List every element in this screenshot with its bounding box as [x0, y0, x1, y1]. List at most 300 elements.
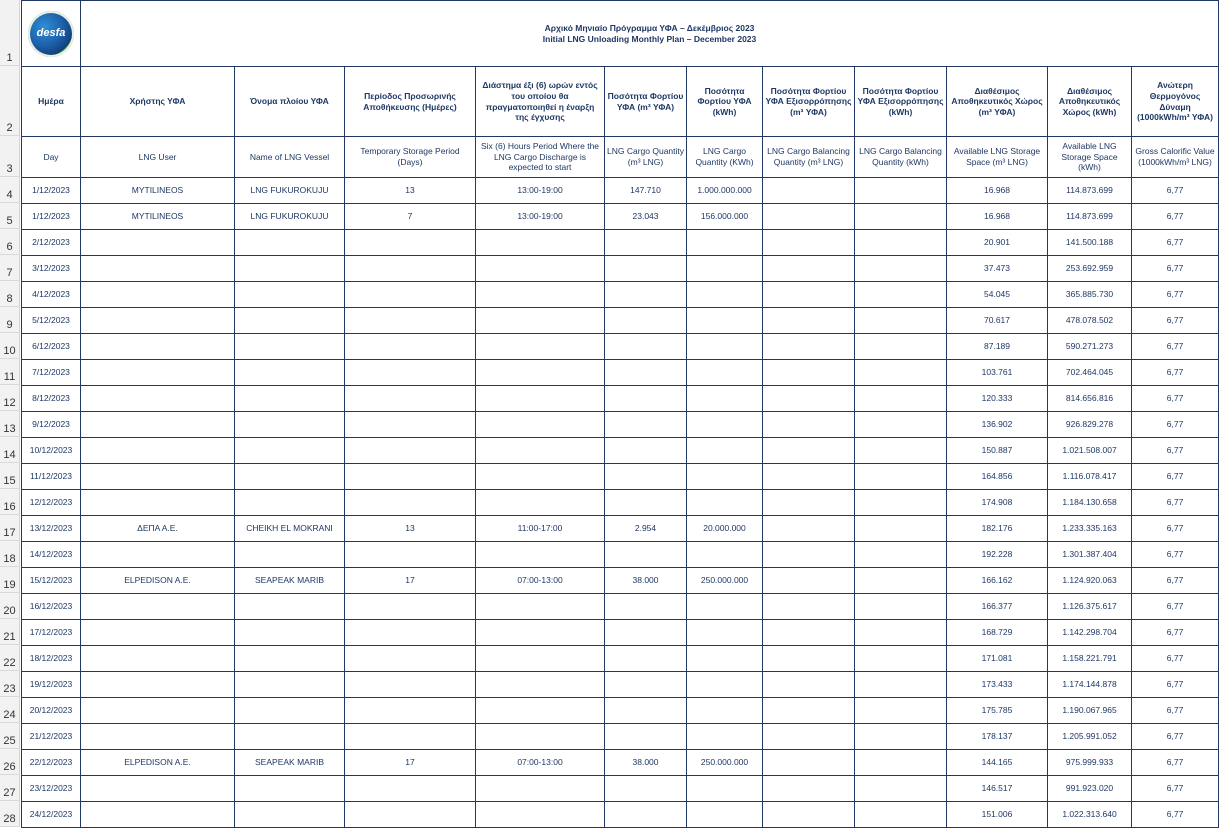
table-cell[interactable]	[763, 360, 855, 386]
row-number[interactable]: 6	[0, 229, 19, 255]
table-cell[interactable]	[855, 516, 947, 542]
table-cell[interactable]	[81, 542, 235, 568]
table-cell[interactable]	[81, 412, 235, 438]
table-cell[interactable]	[476, 230, 605, 256]
table-cell[interactable]: 151.006	[947, 802, 1048, 828]
table-cell[interactable]	[763, 490, 855, 516]
table-cell[interactable]	[855, 256, 947, 282]
table-cell[interactable]	[81, 594, 235, 620]
table-cell[interactable]: SEAPEAK MARIB	[235, 568, 345, 594]
table-cell[interactable]	[81, 230, 235, 256]
table-cell[interactable]	[687, 646, 763, 672]
table-cell[interactable]	[476, 698, 605, 724]
table-cell[interactable]: 168.729	[947, 620, 1048, 646]
table-cell[interactable]: 103.761	[947, 360, 1048, 386]
table-cell[interactable]	[763, 230, 855, 256]
table-cell[interactable]	[855, 672, 947, 698]
table-cell[interactable]	[855, 750, 947, 776]
table-cell[interactable]	[235, 464, 345, 490]
table-cell[interactable]	[855, 178, 947, 204]
table-cell[interactable]: 13	[345, 178, 476, 204]
table-cell[interactable]: 6,77	[1132, 542, 1219, 568]
table-cell[interactable]	[763, 776, 855, 802]
table-cell[interactable]	[81, 360, 235, 386]
table-cell[interactable]	[235, 776, 345, 802]
table-cell[interactable]	[763, 542, 855, 568]
table-cell[interactable]	[763, 516, 855, 542]
row-number[interactable]: 3	[0, 136, 19, 177]
table-cell[interactable]	[345, 282, 476, 308]
table-cell[interactable]	[855, 282, 947, 308]
table-cell[interactable]	[476, 334, 605, 360]
table-cell[interactable]	[855, 438, 947, 464]
table-cell[interactable]: 13:00-19:00	[476, 204, 605, 230]
row-number[interactable]: 21	[0, 619, 19, 645]
table-cell[interactable]: 13	[345, 516, 476, 542]
table-cell[interactable]	[476, 386, 605, 412]
table-cell[interactable]	[763, 464, 855, 490]
table-cell[interactable]	[855, 386, 947, 412]
table-cell[interactable]: 1.158.221.791	[1048, 646, 1132, 672]
table-cell[interactable]: 141.500.188	[1048, 230, 1132, 256]
table-cell[interactable]	[476, 776, 605, 802]
table-cell[interactable]	[476, 542, 605, 568]
table-cell[interactable]	[81, 646, 235, 672]
table-cell[interactable]: 136.902	[947, 412, 1048, 438]
table-cell[interactable]: 6,77	[1132, 724, 1219, 750]
table-cell[interactable]	[687, 334, 763, 360]
table-cell[interactable]	[235, 308, 345, 334]
table-cell[interactable]	[687, 698, 763, 724]
row-number[interactable]: 10	[0, 333, 19, 359]
table-cell[interactable]: 174.908	[947, 490, 1048, 516]
table-cell[interactable]	[345, 620, 476, 646]
table-cell[interactable]: 17/12/2023	[22, 620, 81, 646]
table-cell[interactable]	[855, 412, 947, 438]
table-cell[interactable]: 1.142.298.704	[1048, 620, 1132, 646]
table-cell[interactable]	[235, 724, 345, 750]
table-cell[interactable]: 6,77	[1132, 776, 1219, 802]
table-cell[interactable]	[605, 542, 687, 568]
table-cell[interactable]	[345, 698, 476, 724]
table-cell[interactable]	[235, 230, 345, 256]
table-cell[interactable]	[235, 438, 345, 464]
table-cell[interactable]: 365.885.730	[1048, 282, 1132, 308]
row-number[interactable]: 16	[0, 489, 19, 515]
table-cell[interactable]	[687, 308, 763, 334]
table-cell[interactable]: 6,77	[1132, 698, 1219, 724]
table-cell[interactable]	[235, 542, 345, 568]
table-cell[interactable]: 16/12/2023	[22, 594, 81, 620]
table-cell[interactable]: 17	[345, 568, 476, 594]
table-cell[interactable]	[81, 724, 235, 750]
table-cell[interactable]: 4/12/2023	[22, 282, 81, 308]
table-cell[interactable]	[345, 464, 476, 490]
table-cell[interactable]: 70.617	[947, 308, 1048, 334]
table-cell[interactable]: 1.000.000.000	[687, 178, 763, 204]
table-cell[interactable]: 166.377	[947, 594, 1048, 620]
table-cell[interactable]: 19/12/2023	[22, 672, 81, 698]
table-cell[interactable]	[855, 620, 947, 646]
table-cell[interactable]: SEAPEAK MARIB	[235, 750, 345, 776]
table-cell[interactable]: 23.043	[605, 204, 687, 230]
table-cell[interactable]	[763, 698, 855, 724]
table-cell[interactable]: ELPEDISON A.E.	[81, 750, 235, 776]
table-cell[interactable]: 6,77	[1132, 204, 1219, 230]
table-cell[interactable]: 1.301.387.404	[1048, 542, 1132, 568]
row-number[interactable]: 13	[0, 411, 19, 437]
table-cell[interactable]	[476, 672, 605, 698]
row-number[interactable]: 18	[0, 541, 19, 567]
table-cell[interactable]	[235, 698, 345, 724]
table-cell[interactable]: 6,77	[1132, 620, 1219, 646]
table-cell[interactable]	[605, 724, 687, 750]
table-cell[interactable]: 1/12/2023	[22, 204, 81, 230]
table-cell[interactable]	[345, 360, 476, 386]
table-cell[interactable]: 171.081	[947, 646, 1048, 672]
row-number[interactable]: 20	[0, 593, 19, 619]
table-cell[interactable]	[605, 802, 687, 828]
table-cell[interactable]: 6,77	[1132, 672, 1219, 698]
table-cell[interactable]: 6,77	[1132, 568, 1219, 594]
table-cell[interactable]: 250.000.000	[687, 568, 763, 594]
table-cell[interactable]: 6,77	[1132, 230, 1219, 256]
table-cell[interactable]: 16.968	[947, 204, 1048, 230]
table-cell[interactable]: 702.464.045	[1048, 360, 1132, 386]
table-cell[interactable]	[763, 438, 855, 464]
table-cell[interactable]: 20.901	[947, 230, 1048, 256]
row-number[interactable]: 7	[0, 255, 19, 281]
table-cell[interactable]: 156.000.000	[687, 204, 763, 230]
table-cell[interactable]: 147.710	[605, 178, 687, 204]
table-cell[interactable]	[476, 282, 605, 308]
table-cell[interactable]	[345, 802, 476, 828]
table-cell[interactable]: 182.176	[947, 516, 1048, 542]
table-cell[interactable]: 8/12/2023	[22, 386, 81, 412]
table-cell[interactable]: 6,77	[1132, 386, 1219, 412]
table-cell[interactable]: ΔΕΠΑ Α.Ε.	[81, 516, 235, 542]
table-cell[interactable]	[687, 490, 763, 516]
table-cell[interactable]	[687, 230, 763, 256]
table-cell[interactable]	[687, 724, 763, 750]
table-cell[interactable]: 11:00-17:00	[476, 516, 605, 542]
table-cell[interactable]: 11/12/2023	[22, 464, 81, 490]
table-cell[interactable]	[345, 386, 476, 412]
table-cell[interactable]: 146.517	[947, 776, 1048, 802]
table-cell[interactable]: 38.000	[605, 568, 687, 594]
table-cell[interactable]	[235, 334, 345, 360]
row-number[interactable]: 24	[0, 697, 19, 723]
table-cell[interactable]	[605, 776, 687, 802]
table-cell[interactable]	[687, 594, 763, 620]
table-cell[interactable]: 6,77	[1132, 646, 1219, 672]
table-cell[interactable]	[81, 282, 235, 308]
table-cell[interactable]: 23/12/2023	[22, 776, 81, 802]
table-cell[interactable]: 144.165	[947, 750, 1048, 776]
table-cell[interactable]	[235, 412, 345, 438]
table-cell[interactable]	[855, 698, 947, 724]
table-cell[interactable]: 6,77	[1132, 256, 1219, 282]
table-cell[interactable]: 24/12/2023	[22, 802, 81, 828]
table-cell[interactable]	[763, 256, 855, 282]
table-cell[interactable]	[855, 490, 947, 516]
table-cell[interactable]	[763, 412, 855, 438]
table-cell[interactable]: 1.174.144.878	[1048, 672, 1132, 698]
table-cell[interactable]	[605, 490, 687, 516]
table-cell[interactable]: 16.968	[947, 178, 1048, 204]
table-cell[interactable]	[476, 490, 605, 516]
table-cell[interactable]	[81, 776, 235, 802]
table-cell[interactable]: 926.829.278	[1048, 412, 1132, 438]
table-cell[interactable]	[763, 672, 855, 698]
table-cell[interactable]: 13/12/2023	[22, 516, 81, 542]
row-number[interactable]: 17	[0, 515, 19, 541]
table-cell[interactable]: 590.271.273	[1048, 334, 1132, 360]
row-number[interactable]: 27	[0, 775, 19, 801]
table-cell[interactable]	[605, 256, 687, 282]
table-cell[interactable]	[763, 568, 855, 594]
table-cell[interactable]	[763, 724, 855, 750]
table-cell[interactable]: 87.189	[947, 334, 1048, 360]
table-cell[interactable]	[763, 802, 855, 828]
table-cell[interactable]: 21/12/2023	[22, 724, 81, 750]
table-cell[interactable]	[605, 282, 687, 308]
table-cell[interactable]	[345, 724, 476, 750]
table-cell[interactable]: 6,77	[1132, 516, 1219, 542]
row-number[interactable]: 1	[0, 0, 19, 66]
table-cell[interactable]: 07:00-13:00	[476, 750, 605, 776]
table-cell[interactable]: 1.190.067.965	[1048, 698, 1132, 724]
table-cell[interactable]: 164.856	[947, 464, 1048, 490]
table-cell[interactable]	[345, 646, 476, 672]
table-cell[interactable]	[855, 360, 947, 386]
table-cell[interactable]: LNG FUKUROKUJU	[235, 204, 345, 230]
table-cell[interactable]: 3/12/2023	[22, 256, 81, 282]
table-cell[interactable]	[605, 646, 687, 672]
table-cell[interactable]	[687, 256, 763, 282]
table-cell[interactable]	[763, 386, 855, 412]
table-cell[interactable]: CHEIKH EL MOKRANI	[235, 516, 345, 542]
table-cell[interactable]	[81, 620, 235, 646]
table-cell[interactable]	[763, 646, 855, 672]
table-cell[interactable]: MYTILINEOS	[81, 178, 235, 204]
table-cell[interactable]: 814.656.816	[1048, 386, 1132, 412]
table-cell[interactable]: 5/12/2023	[22, 308, 81, 334]
table-cell[interactable]	[81, 802, 235, 828]
table-cell[interactable]: MYTILINEOS	[81, 204, 235, 230]
table-cell[interactable]: 37.473	[947, 256, 1048, 282]
table-cell[interactable]: 1.233.335.163	[1048, 516, 1132, 542]
table-cell[interactable]: 10/12/2023	[22, 438, 81, 464]
table-cell[interactable]: 7/12/2023	[22, 360, 81, 386]
table-cell[interactable]	[476, 438, 605, 464]
table-cell[interactable]: 250.000.000	[687, 750, 763, 776]
table-cell[interactable]	[235, 360, 345, 386]
row-number[interactable]: 14	[0, 437, 19, 463]
table-cell[interactable]	[855, 334, 947, 360]
table-cell[interactable]	[81, 438, 235, 464]
table-cell[interactable]: 1.126.375.617	[1048, 594, 1132, 620]
table-cell[interactable]: 1.205.991.052	[1048, 724, 1132, 750]
table-cell[interactable]: 12/12/2023	[22, 490, 81, 516]
table-cell[interactable]	[476, 802, 605, 828]
table-cell[interactable]: 114.873.699	[1048, 178, 1132, 204]
table-cell[interactable]	[687, 282, 763, 308]
table-cell[interactable]: 1/12/2023	[22, 178, 81, 204]
table-cell[interactable]	[855, 542, 947, 568]
table-cell[interactable]: 54.045	[947, 282, 1048, 308]
table-cell[interactable]: 6,77	[1132, 178, 1219, 204]
table-cell[interactable]: 38.000	[605, 750, 687, 776]
table-cell[interactable]	[476, 594, 605, 620]
table-cell[interactable]: 192.228	[947, 542, 1048, 568]
table-cell[interactable]: 18/12/2023	[22, 646, 81, 672]
table-cell[interactable]	[345, 412, 476, 438]
table-cell[interactable]	[81, 256, 235, 282]
table-cell[interactable]: 173.433	[947, 672, 1048, 698]
table-cell[interactable]: 6,77	[1132, 750, 1219, 776]
table-cell[interactable]: 7	[345, 204, 476, 230]
row-number[interactable]: 25	[0, 723, 19, 749]
table-cell[interactable]: 1.022.313.640	[1048, 802, 1132, 828]
table-cell[interactable]: 178.137	[947, 724, 1048, 750]
table-cell[interactable]: 120.333	[947, 386, 1048, 412]
table-cell[interactable]: 6,77	[1132, 282, 1219, 308]
table-cell[interactable]	[605, 334, 687, 360]
table-cell[interactable]	[605, 594, 687, 620]
table-cell[interactable]	[235, 490, 345, 516]
table-cell[interactable]	[763, 178, 855, 204]
table-cell[interactable]	[235, 646, 345, 672]
row-number[interactable]: 4	[0, 177, 19, 203]
table-cell[interactable]	[605, 308, 687, 334]
table-cell[interactable]	[605, 620, 687, 646]
table-cell[interactable]	[81, 490, 235, 516]
table-cell[interactable]	[687, 776, 763, 802]
table-cell[interactable]: 13:00-19:00	[476, 178, 605, 204]
table-cell[interactable]	[763, 308, 855, 334]
table-cell[interactable]	[476, 620, 605, 646]
table-cell[interactable]: 9/12/2023	[22, 412, 81, 438]
table-cell[interactable]	[605, 438, 687, 464]
table-cell[interactable]: 1.116.078.417	[1048, 464, 1132, 490]
table-cell[interactable]	[235, 802, 345, 828]
table-cell[interactable]: 14/12/2023	[22, 542, 81, 568]
table-cell[interactable]: 6,77	[1132, 412, 1219, 438]
table-cell[interactable]: 22/12/2023	[22, 750, 81, 776]
table-cell[interactable]	[687, 620, 763, 646]
table-cell[interactable]	[345, 672, 476, 698]
table-cell[interactable]	[345, 308, 476, 334]
table-cell[interactable]	[235, 594, 345, 620]
table-cell[interactable]: 6,77	[1132, 490, 1219, 516]
table-cell[interactable]	[476, 724, 605, 750]
table-cell[interactable]	[855, 204, 947, 230]
table-cell[interactable]	[855, 230, 947, 256]
table-cell[interactable]	[476, 256, 605, 282]
table-cell[interactable]: 17	[345, 750, 476, 776]
table-cell[interactable]	[476, 646, 605, 672]
table-cell[interactable]	[81, 308, 235, 334]
table-cell[interactable]	[81, 672, 235, 698]
table-cell[interactable]: 6,77	[1132, 308, 1219, 334]
table-cell[interactable]: 478.078.502	[1048, 308, 1132, 334]
table-cell[interactable]	[763, 594, 855, 620]
table-cell[interactable]	[605, 386, 687, 412]
table-cell[interactable]: 1.184.130.658	[1048, 490, 1132, 516]
table-cell[interactable]	[476, 360, 605, 386]
row-number[interactable]: 26	[0, 749, 19, 775]
table-cell[interactable]	[687, 464, 763, 490]
table-cell[interactable]	[687, 802, 763, 828]
table-cell[interactable]	[855, 776, 947, 802]
table-cell[interactable]	[605, 360, 687, 386]
table-cell[interactable]	[235, 672, 345, 698]
table-cell[interactable]	[687, 672, 763, 698]
table-cell[interactable]: 15/12/2023	[22, 568, 81, 594]
table-cell[interactable]: 6,77	[1132, 594, 1219, 620]
table-cell[interactable]	[476, 412, 605, 438]
table-cell[interactable]	[763, 204, 855, 230]
row-number[interactable]: 12	[0, 385, 19, 411]
table-cell[interactable]: 6,77	[1132, 334, 1219, 360]
table-cell[interactable]: LNG FUKUROKUJU	[235, 178, 345, 204]
table-cell[interactable]	[605, 698, 687, 724]
table-cell[interactable]: 175.785	[947, 698, 1048, 724]
table-cell[interactable]	[763, 282, 855, 308]
row-number[interactable]: 5	[0, 203, 19, 229]
table-cell[interactable]: ELPEDISON A.E.	[81, 568, 235, 594]
row-number[interactable]: 11	[0, 359, 19, 385]
table-cell[interactable]	[605, 412, 687, 438]
row-number[interactable]: 19	[0, 567, 19, 593]
table-cell[interactable]: 150.887	[947, 438, 1048, 464]
table-cell[interactable]	[605, 230, 687, 256]
table-cell[interactable]: 1.124.920.063	[1048, 568, 1132, 594]
table-cell[interactable]	[687, 360, 763, 386]
table-cell[interactable]: 6,77	[1132, 360, 1219, 386]
row-number[interactable]: 8	[0, 281, 19, 307]
table-cell[interactable]	[687, 438, 763, 464]
table-cell[interactable]	[763, 620, 855, 646]
table-cell[interactable]	[763, 334, 855, 360]
table-cell[interactable]: 991.923.020	[1048, 776, 1132, 802]
table-cell[interactable]	[687, 386, 763, 412]
table-cell[interactable]	[855, 802, 947, 828]
table-cell[interactable]: 6,77	[1132, 802, 1219, 828]
table-cell[interactable]: 114.873.699	[1048, 204, 1132, 230]
table-cell[interactable]	[345, 490, 476, 516]
table-cell[interactable]	[855, 594, 947, 620]
table-cell[interactable]	[855, 464, 947, 490]
table-cell[interactable]	[855, 646, 947, 672]
row-number[interactable]: 2	[0, 66, 19, 136]
row-number[interactable]: 9	[0, 307, 19, 333]
table-cell[interactable]	[81, 464, 235, 490]
table-cell[interactable]	[81, 698, 235, 724]
table-cell[interactable]: 6,77	[1132, 464, 1219, 490]
table-cell[interactable]	[235, 386, 345, 412]
table-cell[interactable]	[476, 464, 605, 490]
table-cell[interactable]	[345, 334, 476, 360]
table-cell[interactable]: 2/12/2023	[22, 230, 81, 256]
table-cell[interactable]	[345, 256, 476, 282]
table-cell[interactable]	[687, 412, 763, 438]
table-cell[interactable]: 2.954	[605, 516, 687, 542]
table-cell[interactable]	[81, 386, 235, 412]
table-cell[interactable]: 253.692.959	[1048, 256, 1132, 282]
row-number[interactable]: 28	[0, 801, 19, 827]
